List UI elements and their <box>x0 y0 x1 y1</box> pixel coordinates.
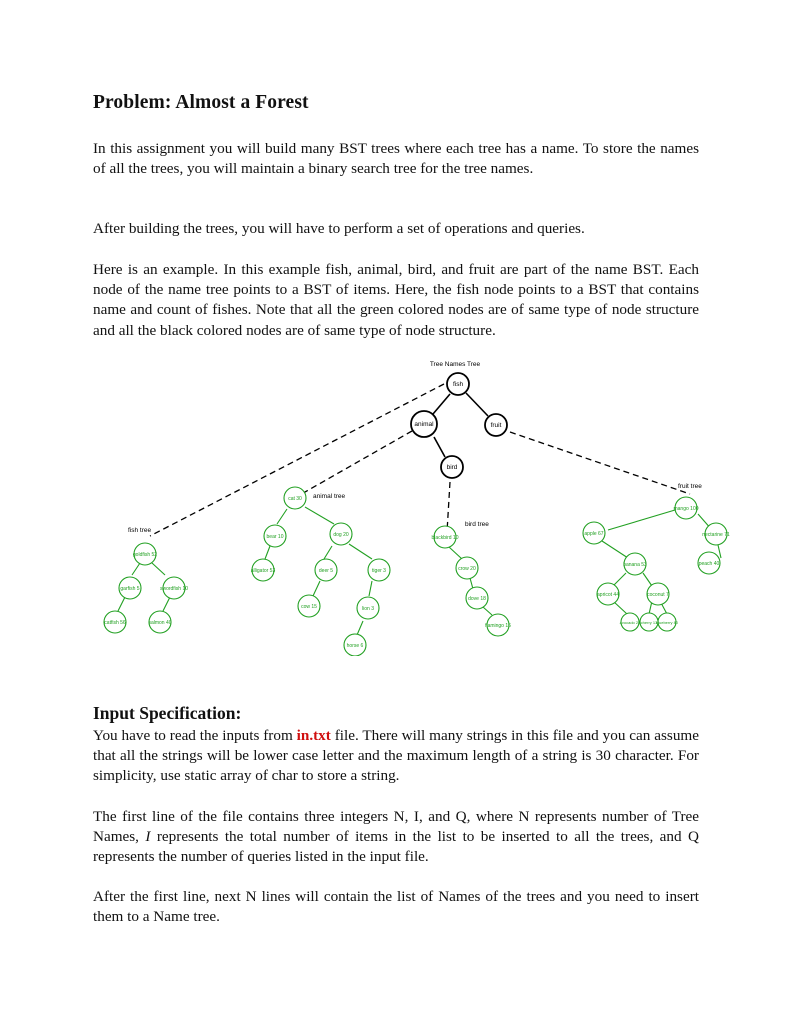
item-node-label: horse 6 <box>346 643 364 649</box>
name-tree-edges <box>433 393 488 457</box>
name-node-fruit-label: fruit <box>490 422 502 429</box>
fruit-tree-label: fruit tree <box>678 483 702 490</box>
item-node-label: avocado 22 <box>619 620 641 625</box>
operations-paragraph: After building the trees, you will have to perform a set of operations and queries. <box>93 220 585 237</box>
first-line-italic-var: I <box>145 828 151 846</box>
item-node-label: cat 30 <box>288 496 302 502</box>
item-node-label: mango 100 <box>673 506 699 512</box>
name-node-bird-label: bird <box>446 464 458 471</box>
item-node-label: goldfish 52 <box>132 552 158 558</box>
animal-tree-label: animal tree <box>313 493 346 500</box>
name-node-animal-label: animal <box>414 421 434 428</box>
item-node-label: dog 20 <box>333 532 349 538</box>
first-line-paragraph <box>93 807 699 868</box>
input-file-text-end: file. There will many strings in this file and you can assume that all the strings will be lower case letter and the maximum length of a string is 30 character. For simplicity, use static array of char to store a string. <box>93 727 699 785</box>
page-title: Problem: Almost a Forest <box>93 92 309 113</box>
input-file-name: in.txt <box>296 727 331 744</box>
bird-tree-label: bird tree <box>465 521 489 528</box>
item-node-label: bear 10 <box>266 534 284 540</box>
intro-paragraph: In this assignment you will build many BST trees where each tree has a name. To store the names of all the trees, you will maintain a binary search tree for the tree names. <box>93 140 699 178</box>
fish-tree-label: fish tree <box>128 527 152 534</box>
example-paragraph: Here is an example. In this example fish, animal, bird, and fruit are part of the name BST. Each node of the name tree points to a BST of items. Here, the fish node points to a BST that contains name and count of fishes. Note that all the green colored nodes are of same type of node structure and all the black colored nodes are of same type of node structure. <box>93 261 699 339</box>
item-node-label: lion 3 <box>362 606 374 612</box>
item-node-label: catfish 56 <box>104 620 126 626</box>
input-spec-heading: Input Specification: <box>93 703 242 723</box>
item-node-label: deer 5 <box>318 568 334 574</box>
first-line-text-start: The first line of the file contains three integers N, I, and Q, where N represents number of Tree Names, <box>93 808 699 846</box>
item-node-label: banana 53 <box>623 562 647 568</box>
input-file-text-start: You have to read the inputs from <box>93 727 297 744</box>
item-trees <box>104 487 730 656</box>
item-node-label: apple 67 <box>584 531 604 537</box>
item-node-label: coconut 7 <box>647 592 669 598</box>
item-node-label: tiger 3 <box>372 568 386 574</box>
name-to-tree-pointers <box>150 384 690 536</box>
name-tree-label: Tree Names Tree <box>429 361 481 368</box>
first-line-text-end: represents the total number of items in the list to be inserted to all the trees, and Q represents the number of queries listed in the input file. <box>93 828 699 866</box>
item-node-label: blueberry 80 <box>655 620 679 625</box>
item-node-label: cow 15 <box>301 604 317 610</box>
item-node-label: swordfish 10 <box>159 586 189 592</box>
name-tree <box>411 373 507 478</box>
input-file-paragraph <box>93 726 699 787</box>
item-node-label: cherry 13 <box>640 620 658 625</box>
forest-figure <box>100 356 730 656</box>
item-node-label: dove 18 <box>468 596 486 602</box>
item-node-label: apricot 44 <box>597 592 619 598</box>
item-node-label: alligator 53 <box>250 568 276 574</box>
item-node-label: blackbird 10 <box>431 535 459 541</box>
item-node-circles <box>104 487 727 656</box>
item-node-label: salmon 40 <box>148 620 172 626</box>
item-node-label: crow 20 <box>458 566 476 572</box>
item-node-label: nectarine 71 <box>702 532 730 538</box>
item-node-label: peach 40 <box>698 561 720 567</box>
tree-labels <box>128 483 702 534</box>
item-node-label: flamingo 16 <box>485 623 511 629</box>
item-node-label: garfish 5 <box>120 586 140 592</box>
name-lines-paragraph: After the first line, next N lines will contain the list of Names of the trees and you need to insert them to a Name tree. <box>93 888 699 926</box>
name-node-fish-label: fish <box>452 381 464 388</box>
